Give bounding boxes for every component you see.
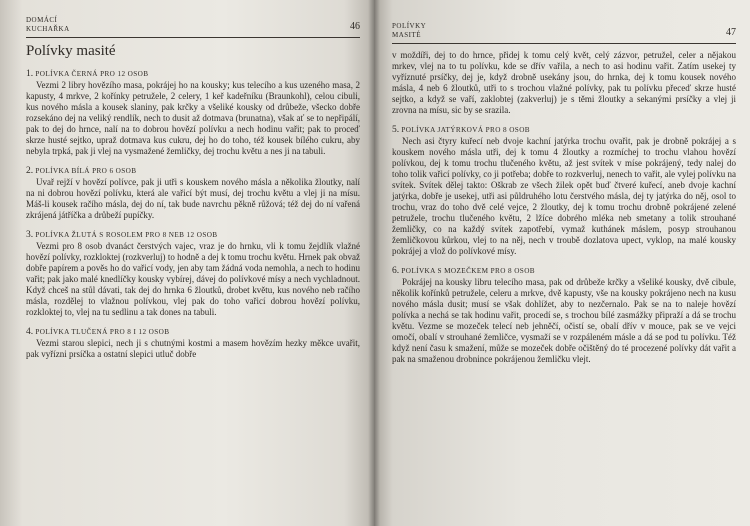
recipe-title: POLÍVKA S MOZEČKEM PRO 8 OSOB <box>401 267 535 275</box>
recipe-text: Vezmi pro 8 osob dvanáct čerstvých vajec, vraz je do hrnku, vli k tomu žejdlík vlažné hovězí polívky, rozkloktej (rozkverluj) to hodně a dej k tomu trochu květu. Hrnek pak obvaž dobře papírem a pověs ho do vařicí vody, jen aby tam žádná voda nemohla, a nech to hodinu vařit; pak jako malé knedlíčky kousky vybírej, dávej do polívkové mísy a nech vychladnout. Když chceš na stůl dávati, tak dej do hrnka 6 žloutků, drobet květu, kus nového neb račího másla, rozdělej to vlažnou polívkou, vlej pak do toho vařicí dobrou hovězí polívku, rozkloktej to, vlej na tu sedlinu a tak dones na tabuli. <box>26 241 360 317</box>
recipe-text: Uvař rejží v hovězí polívce, pak ji utři s kouskem nového másla a několika žloutky, nalí na ni dobrou hovězí polívku, která ale vařicí být musí, dej trochu květu a vlej ji na mísu. Máš-li kousek račího másla, dej do ní, tak bude navrchu pěkně růžová; též dej do ní vařená zkrájená játříčka a drůbeží pupíčky. <box>26 177 360 220</box>
book-gutter <box>368 0 380 526</box>
recipe-heading <box>392 124 736 136</box>
recipe-title: POLÍVKA ČERNÁ PRO 12 OSOB <box>35 70 149 78</box>
recipe-heading <box>26 68 360 80</box>
recipe-text: Vezmi starou slepici, nech ji s chutnými kostmi a masem hovězím hezky měkce uvařit, pak vyřízni prsíčka a ostatní slepici utluč dobře <box>26 338 360 359</box>
recipe-text: Pokrájej na kousky libru telecího masa, pak od drůbeže krčky a všeliké kousky, dvě cibule, několik kořínků petružele, celeru a mrkve, dvě kapusty, vše na kousky pokrájeno nech na kusu nového másla dusit; musí se však dohlížet, aby to nezčernalo. Pak se na to naleje hovězí polívka a nechá se tak hodinu vařit, procedí se, s trochou bílé zasmážky připraží a dá se trochu květu. Vezme se mozeček telecí neb jehněčí, očistí se, obalí dřív v mouce, pak se ve vejci omočí, obalí v strouhané žemličce, vysmaží se v rozpáleném másle a dá se pod tu polívku. Též když není času k smažení, může se mozeček dobře očištěný do té procezené polívky dát vařit a pak na smaženou drobnince pokrájenou žemličku vlejt. <box>392 277 736 364</box>
chapter-title: Polívky masité <box>26 43 116 59</box>
recipe-title: POLÍVKA TLUČENÁ PRO 8 I 12 OSOB <box>35 328 170 336</box>
recipe-title: POLÍVKA BÍLÁ PRO 6 OSOB <box>35 167 137 175</box>
recipe-title: POLÍVKA ŽLUTÁ S ROSOLEM PRO 8 NEB 12 OSOB <box>35 231 218 239</box>
recipe-number: 4. <box>26 327 34 337</box>
running-head <box>26 16 360 38</box>
recipe-text: Vezmi 2 libry hovězího masa, pokrájej ho na kousky; kus telecího a kus uzeného masa, 2 kapusty, 4 mrkve, 2 kořínky petružele, 2 celery, 1 keř kadeřníku (Braunkohl), celou cibuli, kus nového másla a kousek slaniny, pak krčky a všeliké kousky od drůbeže, všecko dobře rozsekáno dej na veliký rendlík, nech to dusit až dotmava (brunatna), však ať se to nepřipálí, pak to dej do hrnce, nalí na to dobrou hovězí polívku a nech hodinu vařit; pak to proceď skrze husté sejtko, upraž dotmava kus cukru, dej ho do toho, též kousek bílého cukru, aby nebyla trpká, pak ji vlej na vysmažené žemličky, dej trochu květu a nes ji na tabuli. <box>26 80 360 156</box>
running-head-line: KUCHAŘKA <box>26 25 70 33</box>
recipe <box>26 68 360 157</box>
running-head <box>392 22 736 44</box>
recipe <box>26 326 360 360</box>
recipe-number: 3. <box>26 230 34 240</box>
page-number: 47 <box>726 27 736 38</box>
recipe-number: 6. <box>392 266 400 276</box>
recipe-continuation: v moždíři, dej to do hrnce, přidej k tomu celý květ, celý zázvor, petružel, celer a nějakou mrkev, vlej na to tu polívku, kde se dřív vařila, a nech to asi hodinu vařit. Zatím usekej ty vyříznuté prsíčky, dej je, když drobně usekány jsou, do hrnka, dej k tomu kousek nového másla, 4 neb 6 žloutků, utři to s trochou vlažné polívky, pak tu polívku přeceď skrze husté sejtko, a když se vaří, zaklobtej (zakverluj) je s těmi žloutky a sekanými prsíčky a vlej ji zrovna na mísu, sic by se srazila. <box>392 50 736 115</box>
recipe <box>392 265 736 365</box>
recipe <box>26 165 360 221</box>
recipe-title: POLÍVKA JATÝRKOVÁ PRO 8 OSOB <box>401 126 530 134</box>
recipe-heading <box>26 229 360 241</box>
recipe <box>26 229 360 318</box>
running-head-line: DOMÁCÍ <box>26 16 58 24</box>
recipe-number: 2. <box>26 166 34 176</box>
recipe <box>392 124 736 257</box>
running-head-line: POLÍVKY <box>392 22 427 30</box>
running-head-line: MASITÉ <box>392 31 422 39</box>
recipe-number: 1. <box>26 69 34 79</box>
page-number: 46 <box>350 21 360 32</box>
recipe-heading <box>392 265 736 277</box>
left-page <box>0 0 374 526</box>
right-page <box>374 0 750 526</box>
recipe-text: Nech asi čtyry kuřecí neb dvoje kachní jatýrka trochu ovařit, pak je drobně pokrájej a s kouskem nového másla utři, dej k tomu 4 žloutky a rozmíchej to trochu vlahou hovězí polívkou, dej k tomu trochu tlučeného květu, až jest svítek v míse pokrájený, tedy nalej do toho tolik vařicí polívky, co ji potřeba; dobře to rozkverluj, nenech to vařit, ale vylej polívku na svítek. Svítek dělej takto: Oškrab ze všech žilek opět buď čtveré kuřecí, aneb dvoje kachní jatýrka, dobře je usekej, utři asi půldruhého lotu čerstvého másla, dej ty jatýrka do něj, osol to trochu, vraz do toho dvě celé vejce, 2 žloutky, dej k tomu trochu drobně pokrájené zelené petružele, trochu tlučeného květu, 2 lžíce dobrého mléka neb smetany a tolik strouhané žemličky, co na každý svítek zapotřebí, vymaž kuthánek máslem, posyp strouhanou žemličkovou kůrkou, vlej to na něj, nech v troubě dozlatova upect, vyklop, na malé kousky pokrájej a vlož do polívkové mísy. <box>392 136 736 256</box>
recipe-heading <box>26 326 360 338</box>
recipe-heading <box>26 165 360 177</box>
recipe-number: 5. <box>392 125 400 135</box>
